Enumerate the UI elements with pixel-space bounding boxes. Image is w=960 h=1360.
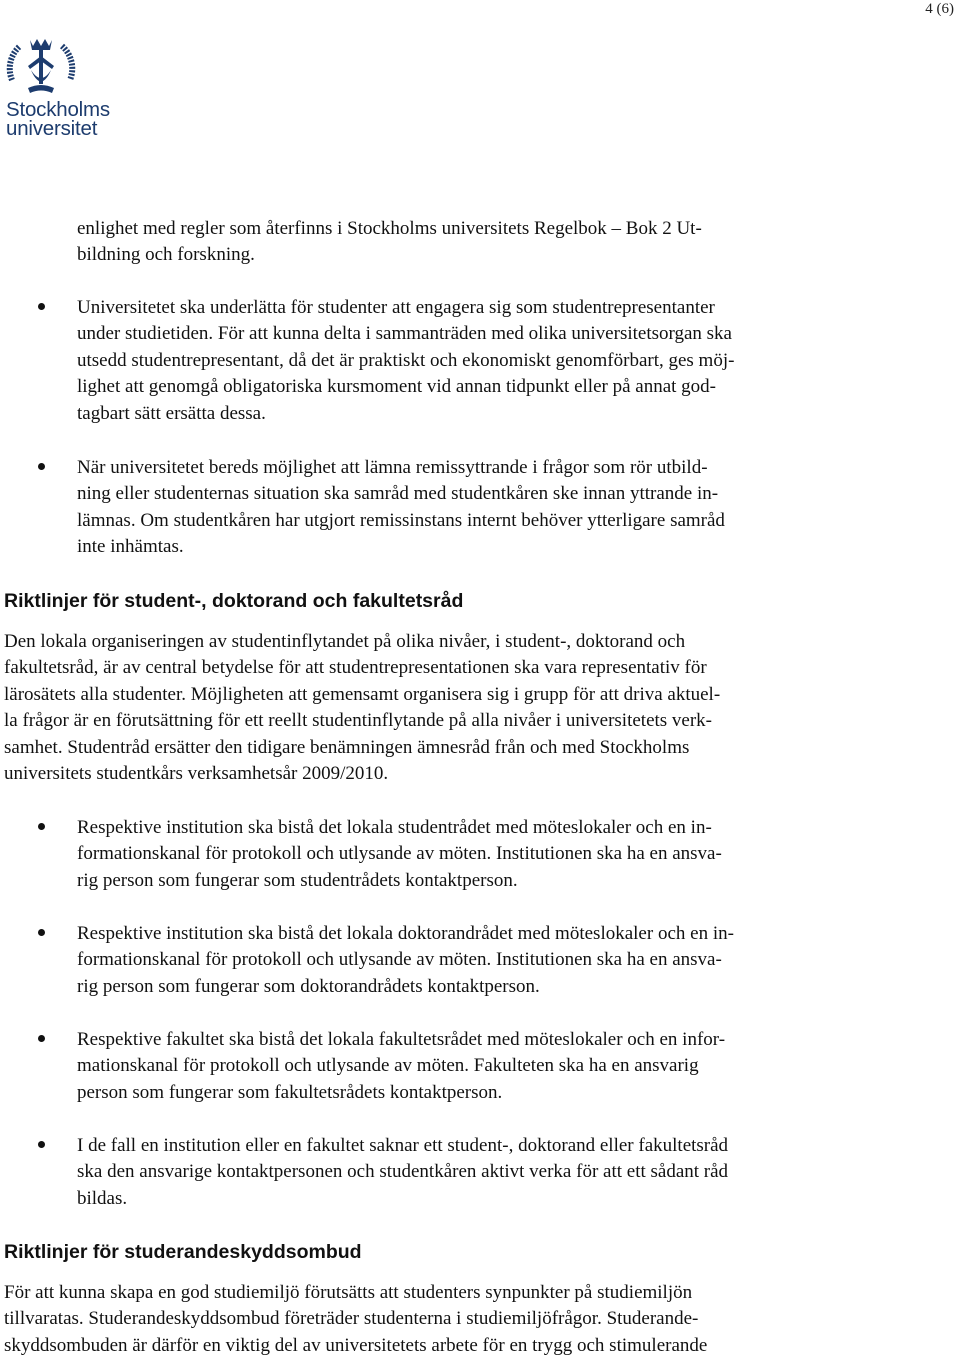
text-line: lärosätets alla studenter. Möjligheten att gemensamt organisera sig i grupp för att driva aktuel- [4, 683, 721, 705]
text-line: tillvaratas. Studerandeskyddsombud företräder studenterna i studiemiljöfrågor. Studerande- [4, 1308, 699, 1330]
list-item [77, 455, 877, 561]
text-line: person som fungerar som fakultetsrådets kontaktperson. [77, 1081, 503, 1103]
text-line: tagbart sätt ersätta dessa. [77, 402, 266, 424]
text-line: mationskanal för protokoll och utlysande av möten. Fakulteten ska ha en ansvarig [77, 1055, 699, 1077]
text-line: Respektive institution ska bistå det lokala doktorandrådet med möteslokaler och en in- [77, 923, 734, 944]
section-heading-student-councils: Riktlinjer för student-, doktorand och fakultetsråd [4, 590, 464, 612]
text-line: la frågor är en förutsättning för ett reellt studentinflytande på alla nivåer i universitetets verk- [4, 710, 713, 732]
text-line: samhet. Studentråd ersätter den tidigare benämningen ämnesråd från och med Stockholms [4, 736, 690, 758]
text-line: rig person som fungerar som doktorandrådets kontaktperson. [77, 975, 540, 997]
bullet-icon [38, 1141, 45, 1148]
list-item [77, 815, 877, 894]
list-item [77, 295, 877, 427]
logo-wordmark-line1: Stockholms [6, 98, 110, 121]
list-item [77, 1133, 877, 1212]
list-item [77, 921, 877, 1000]
text-line: enlighet med regler som återfinns i Stockholms universitets Regelbok – Bok 2 Ut- [77, 218, 702, 239]
text-line: rig person som fungerar som studentrådets kontaktperson. [77, 869, 518, 891]
text-line: fakultetsråd, är av central betydelse för att studentrepresentationen ska vara representativ för [4, 657, 707, 679]
text-line: Respektive institution ska bistå det lokala studentrådet med möteslokaler och en in- [77, 817, 712, 838]
text-line: När universitetet bereds möjlighet att lämna remissyttrande i frågor som rör utbild- [77, 457, 708, 478]
text-line: bildas. [77, 1187, 128, 1209]
bullet-icon [38, 823, 45, 830]
text-line: ska den ansvarige kontaktpersonen och studentkåren aktivt verka för att ett sådant råd [77, 1161, 729, 1183]
text-line: bildning och forskning. [77, 244, 255, 266]
bullet-icon [38, 1035, 45, 1042]
text-line: universitets studentkårs verksamhetsår 2009/2010. [4, 763, 389, 785]
text-line: lämnas. Om studentkåren har utgjort remissinstans internt behöver ytterligare samråd [77, 509, 725, 531]
paragraph [4, 1280, 944, 1359]
text-line: formationskanal för protokoll och utlysande av möten. Institutionen ska ha en ansva- [77, 843, 722, 865]
text-line: lighet att genomgå obligatoriska kursmoment vid annan tidpunkt eller på annat god- [77, 376, 716, 398]
bullet-icon [38, 463, 45, 470]
text-line: skyddsombuden är därför en viktig del av universitetets arbete för en trygg och stimulerande [4, 1334, 708, 1356]
university-seal-icon [6, 36, 76, 100]
text-line: Den lokala organiseringen av studentinflytandet på olika nivåer, i student-, doktorand och [4, 631, 686, 652]
paragraph [4, 629, 944, 787]
bullet-icon [38, 929, 45, 936]
section-heading-safety-representatives: Riktlinjer för studerandeskyddsombud [4, 1241, 362, 1263]
text-line: formationskanal för protokoll och utlysande av möten. Institutionen ska ha en ansva- [77, 949, 722, 971]
text-line: Universitetet ska underlätta för studenter att engagera sig som studentrepresentanter [77, 297, 715, 318]
intro-continuation [77, 216, 877, 269]
list-item [77, 1027, 877, 1106]
bullet-icon [38, 303, 45, 310]
text-line: inte inhämtas. [77, 536, 184, 558]
university-logo [6, 36, 122, 140]
text-line: under studietiden. För att kunna delta i sammanträden med olika universitetsorgan ska [77, 323, 732, 345]
text-line: utsedd studentrepresentant, då det är praktiskt och ekonomiskt genomförbart, ges möj- [77, 349, 735, 371]
text-line: Respektive fakultet ska bistå det lokala fakultetsrådet med möteslokaler och en infor- [77, 1029, 726, 1050]
text-line: I de fall en institution eller en fakultet saknar ett student-, doktorand eller fakultetsråd [77, 1135, 729, 1156]
text-line: För att kunna skapa en god studiemiljö förutsätts att studenters synpunkter på studiemiljön [4, 1282, 693, 1303]
text-line: ning eller studenternas situation ska samråd med studentkåren ske innan yttrande in- [77, 483, 719, 505]
logo-wordmark-line2: universitet [6, 117, 98, 140]
page-number: 4 (6) [925, 1, 954, 17]
